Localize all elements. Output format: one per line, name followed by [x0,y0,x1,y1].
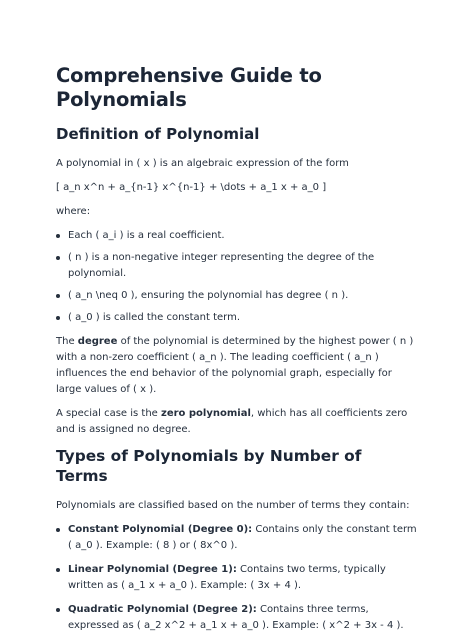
definition-formula: [ a_n x^n + a_{n-1} x^{n-1} + \dots + a_1 x + a_0 ] [56,182,327,194]
list-item: ( a_0 ) is called the constant term. [56,310,418,326]
type-label: Linear Polynomial (Degree 1): [68,564,237,576]
definition-list [56,228,418,326]
degree-paragraph-lead: The [56,336,78,348]
zero-polynomial-term: zero polynomial [161,408,251,420]
types-list [56,522,418,634]
list-item [56,562,418,594]
page-title: Comprehensive Guide to Polynomials [56,64,322,112]
type-description: Contains two terms, typically written as ( a_1 x + a_0 ). Example: ( 3x + 4 ). [68,564,386,592]
type-description: Contains three terms, expressed as ( a_2 x^2 + a_1 x + a_0 ). Example: ( x^2 + 3x - 4 ). [68,604,404,632]
list-item: ( a_n \neq 0 ), ensuring the polynomial has degree ( n ). [56,288,418,304]
section-heading-definition: Definition of Polynomial [56,124,260,143]
list-item [56,522,418,554]
zero-paragraph-lead: A special case is the [56,408,162,420]
definition-intro: A polynomial in ( x ) is an algebraic expression of the form [56,158,349,170]
type-description: Contains only the constant term ( a_0 ). Example: ( 8 ) or ( 8x^0 ). [68,524,417,552]
degree-term: degree [77,336,118,348]
degree-paragraph-rest: of the polynomial is determined by the highest power ( n ) with a non-zero coefficient ( a_n ). The leading coefficient ( a_n ) influences the end behavior of the polynomial graph, especially for large values of ( x ). [56,336,414,396]
list-item: ( n ) is a non-negative integer representing the degree of the polynomial. [56,250,418,282]
type-label: Quadratic Polynomial (Degree 2): [68,604,257,616]
list-item [56,602,418,634]
degree-paragraph [56,334,418,398]
list-item: Each ( a_i ) is a real coefficient. [56,228,418,244]
type-label: Constant Polynomial (Degree 0): [68,524,253,536]
definition-where: where: [56,206,91,218]
types-intro: Polynomials are classified based on the number of terms they contain: [56,500,410,512]
zero-paragraph-rest: , which has all coefficients zero and is assigned no degree. [56,408,408,436]
section-heading-types: Types of Polynomials by Number of Terms [56,447,362,486]
zero-polynomial-paragraph [56,406,418,438]
